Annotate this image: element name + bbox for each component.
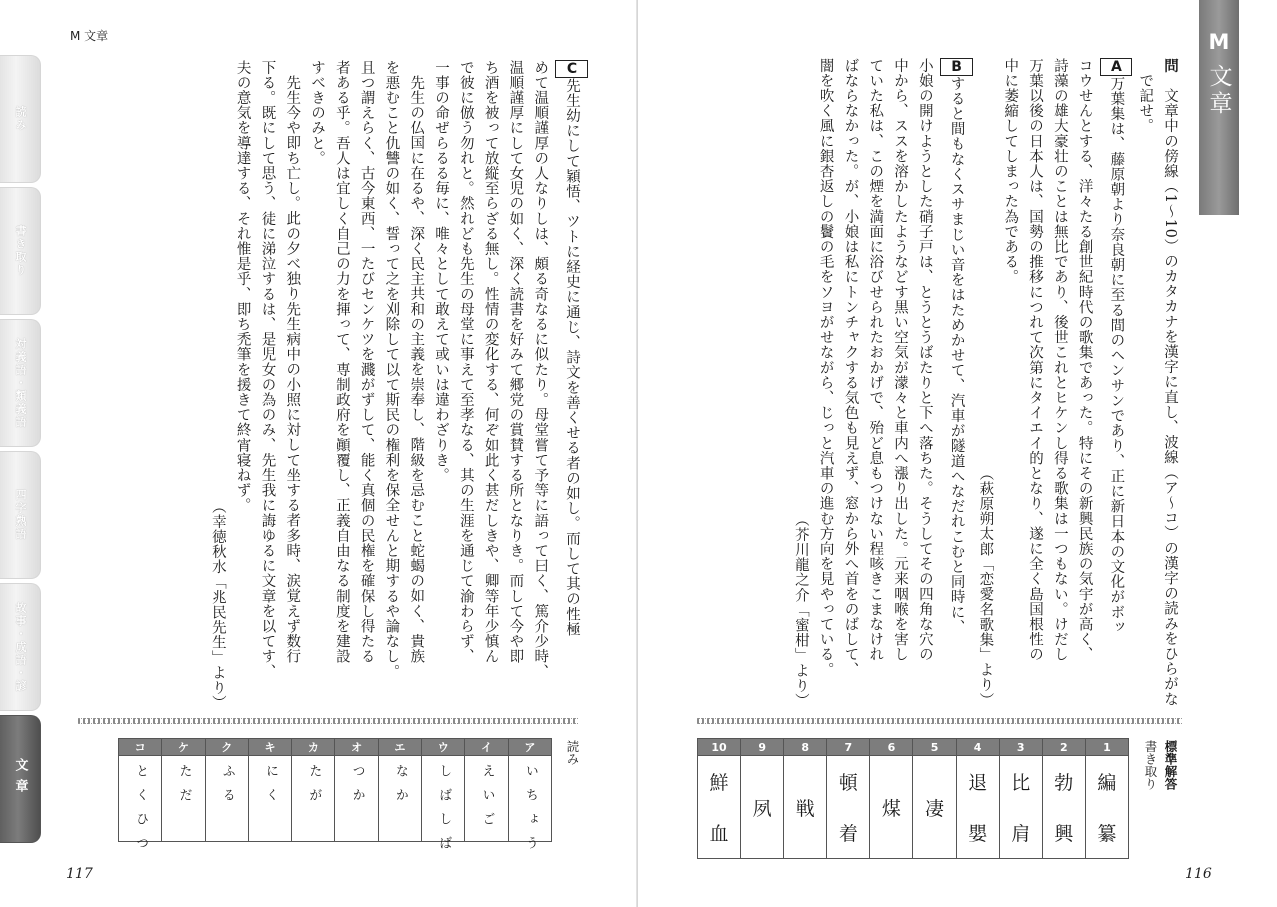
passage-c-line: を悪むこと仇讐の如く、誓って之を刈除して以て斯民の権利を保全せんと期するや論なし。 xyxy=(383,60,400,680)
answer-cell-カ xyxy=(292,756,335,842)
answer-cell-1 xyxy=(1085,756,1128,859)
answer-cell-10 xyxy=(698,756,741,859)
passage-a-label: A xyxy=(1100,58,1133,76)
wavy-divider xyxy=(78,718,578,724)
answer-header-5: 5 xyxy=(913,739,956,756)
passage-c-line: 一事の命ぜらるる毎に、唯々として敢えて或いは違わざりき。 xyxy=(433,60,450,483)
passage-c-line: ち酒を被って放縦至らざる無し。性情の変化する、何ぞ如此く甚だしきや、卿等年少慎ん xyxy=(482,60,499,664)
answer-reading: えいご xyxy=(479,764,495,836)
answer-cell-7 xyxy=(827,756,870,859)
answer-char: 興 xyxy=(1054,823,1074,845)
tab-taigigo[interactable]: 対義語・類義語 xyxy=(0,319,41,447)
right-text-block xyxy=(788,58,1182,708)
passage-b-label: B xyxy=(940,58,973,76)
passage-a-line: 中に萎縮してしまった為である。 xyxy=(1002,58,1019,285)
answer-header-6: 6 xyxy=(870,739,913,756)
answer-cell-8 xyxy=(784,756,827,859)
answer-reading: ふる xyxy=(219,764,235,812)
answer-cell-9 xyxy=(741,756,784,859)
tab-yojijukugo[interactable]: 四字熟語 xyxy=(0,451,41,579)
passage-b-line: 小娘の開けようとした硝子戸は、とうとうばたりと下へ落ちた。そうしてその四角な穴の xyxy=(916,58,933,662)
answer-reading: なか xyxy=(392,764,408,812)
answer-header-エ: エ xyxy=(378,739,421,756)
answer-cell-5 xyxy=(913,756,956,859)
answer-char: 比 xyxy=(1011,772,1031,794)
answer-header-2: 2 xyxy=(1042,739,1085,756)
tab-bunsho[interactable]: 文章 xyxy=(0,715,41,843)
readings-label: 読み xyxy=(565,740,580,765)
answer-header-3: 3 xyxy=(999,739,1042,756)
answer-char: 肩 xyxy=(1011,823,1031,845)
answer-header-ケ: ケ xyxy=(162,739,205,756)
passage-c-line: 先生今や即ち亡し。此の夕べ独り先生病中の小照に対して坐する者多時、涙覚えず数行 xyxy=(284,74,301,664)
answer-cell-4 xyxy=(956,756,999,859)
answer-cell-エ xyxy=(378,756,421,842)
answer-char: 嬰 xyxy=(968,823,988,845)
passage-b-line: ばならなかった。が、小娘は私にトンチャクする気色も見えず、窓から外へ首をのばして、 xyxy=(842,58,859,678)
answer-char: 夙 xyxy=(752,797,772,820)
answer-char: 戦 xyxy=(795,797,815,820)
passage-a-line: コウせんとする、洋々たる創世紀時代の歌集であった。特にその新興民族の気宇が高く、 xyxy=(1076,58,1093,662)
writing-answer-table xyxy=(697,738,1129,859)
chapter-tab xyxy=(1199,0,1239,215)
answer-cell-2 xyxy=(1042,756,1085,859)
answer-char: 編 xyxy=(1097,772,1117,794)
passage-b-line: Bすると間もなくスサまじい音をはためかせて、汽車が隧道へなだれこむと同時に、 xyxy=(937,58,973,708)
question-line: 問 文章中の傍線（1〜10）のカタカナを漢字に直し、波線（ア〜コ）の漢字の読みをひらがな xyxy=(1162,58,1178,707)
passage-c-line: めて温順謹厚の人なりしは、頗る奇なるに似たり。母堂嘗て予等に語って曰く、篤介少時、 xyxy=(532,60,549,680)
answer-header-ウ: ウ xyxy=(422,739,465,756)
answer-char: 纂 xyxy=(1097,823,1117,845)
answers-title: 標準解答 xyxy=(1163,740,1178,790)
answer-reading: ただ xyxy=(176,764,192,812)
question-marker: 問 xyxy=(1162,58,1178,74)
answer-cell-ケ xyxy=(162,756,205,842)
passage-c xyxy=(205,60,588,710)
tab-koji[interactable]: 故事・成語・諺 xyxy=(0,583,41,711)
passage-c-line: C先生幼にして穎悟、ツトに経史に通じ、詩文を善くせる者の如し。而して其の性極 xyxy=(552,60,588,710)
passage-b-line: 中から、ススを溶かしたようなどす黒い空気が濛々と車内へ漲り出した。元来咽喉を害し xyxy=(892,58,909,662)
answer-header-ク: ク xyxy=(205,739,248,756)
page-number-left: 117 xyxy=(66,866,93,882)
readings-answer-table xyxy=(118,738,552,860)
answer-header-10: 10 xyxy=(698,739,741,756)
answer-header-カ: カ xyxy=(292,739,335,756)
answer-cell-キ xyxy=(248,756,291,842)
passage-b-line: 闇を吹く風に銀杏返しの鬢の毛をソヨがせながら、じっと汽車の進む方向を見やっている。 xyxy=(817,58,834,678)
passage-b-citation: （芥川龍之介「蜜柑」より） xyxy=(792,511,809,708)
question-line: で記せ。 xyxy=(1137,72,1154,133)
answer-char: 凄 xyxy=(925,797,945,820)
answer-header-ア: ア xyxy=(508,739,551,756)
answer-char: 着 xyxy=(838,823,858,845)
answer-cell-コ xyxy=(119,756,162,860)
passage-a-line: A万葉集は、藤原朝より奈良朝に至る間のヘンサンであり、正に新日本の文化がボッ xyxy=(1097,58,1133,708)
answer-reading: しばしば xyxy=(436,764,452,860)
answer-header-コ: コ xyxy=(119,739,162,756)
answer-header-8: 8 xyxy=(784,739,827,756)
passage-c-line: 温順謹厚にして女児の如く、深く読書を好みて郷党の賞賛する所となりき。而して今や即 xyxy=(507,60,524,664)
answer-header-キ: キ xyxy=(248,739,291,756)
answer-reading: いちょう xyxy=(522,764,538,860)
passage-b-line: ていた私は、この煙を満面に浴びせられたおかげで、殆ど息もつけない程咳きこまなけれ xyxy=(867,58,884,662)
wavy-divider xyxy=(697,718,1182,724)
answer-char: 頓 xyxy=(838,772,858,794)
passage-c-citation: （幸徳秋水「兆民先生」より） xyxy=(209,498,226,710)
page-number-right: 116 xyxy=(1185,866,1212,882)
answer-header-9: 9 xyxy=(741,739,784,756)
writing-label: 書き取り xyxy=(1143,740,1158,790)
answer-cell-6 xyxy=(870,756,913,859)
passage-c-line: 先生の仏国に在るや、深く民主共和の主義を崇奉し、階級を忌むこと蛇蝎の如く、貴族 xyxy=(408,74,425,664)
answer-header-4: 4 xyxy=(956,739,999,756)
answer-cell-ク xyxy=(205,756,248,842)
tab-yomi[interactable]: 読み xyxy=(0,55,41,183)
passage-c-line: 且つ謂えらく、古今東西、一たびセンケツを濺がずして、能く真個の民権を確保し得たる xyxy=(358,60,375,664)
passage-c-line: で彼に倣う勿れと。然れども先生の母堂に事えて至孝なる、其の生涯を通じて渝わらず、 xyxy=(457,60,474,664)
answer-cell-オ xyxy=(335,756,378,842)
answer-header-イ: イ xyxy=(465,739,508,756)
answer-char: 退 xyxy=(968,772,988,794)
passage-a-line: 詩藻の雄大豪壮のことは無比であり、後世これとヒケンし得る歌集は一つもない。けだし xyxy=(1051,58,1068,662)
running-header: M 文章 xyxy=(70,29,109,43)
passage-c-line: 者ある乎。吾人は宜しく自己の力を揮って、専制政府を顚覆し、正義自由なる制度を建設 xyxy=(333,60,350,664)
answer-header-7: 7 xyxy=(827,739,870,756)
answer-reading: にく xyxy=(263,764,279,812)
passage-c-line: すべきのみと。 xyxy=(309,60,326,166)
answer-cell-ア xyxy=(508,756,551,860)
chapter-name: 文章 xyxy=(1205,64,1232,118)
left-page xyxy=(0,0,638,907)
passage-c-line: 下る。既にして思う、徒に涕泣するは、是児女の為のみ、先生我に誨ゆるに文章を以てす、 xyxy=(259,60,276,680)
passage-a-citation: （萩原朔太郎「恋愛名歌集」より） xyxy=(977,466,994,708)
answer-cell-ウ xyxy=(422,756,465,860)
answer-reading: たが xyxy=(306,764,322,812)
tab-kakitori[interactable]: 書き取り xyxy=(0,187,41,315)
answer-header-オ: オ xyxy=(335,739,378,756)
answer-char: 煤 xyxy=(881,797,901,820)
answer-cell-3 xyxy=(999,756,1042,859)
answer-cell-イ xyxy=(465,756,508,842)
answer-reading: つか xyxy=(349,764,365,812)
answer-char: 血 xyxy=(709,823,729,845)
passage-c-line: 夫の意気を導達する、それ惟是乎、即ち禿筆を援きて終宵寝ねず。 xyxy=(234,60,251,513)
answer-char: 鮮 xyxy=(709,772,729,794)
answer-header-1: 1 xyxy=(1085,739,1128,756)
passage-a-line: 万葉以後の日本人は、国勢の推移につれて次第にタイエイ的となり、遂に全く島国根性の xyxy=(1027,58,1044,662)
passage-c-label: C xyxy=(555,60,588,78)
chapter-letter: M xyxy=(1208,30,1230,54)
answer-reading: とくひつ xyxy=(133,764,149,860)
answer-char: 勃 xyxy=(1054,772,1074,794)
